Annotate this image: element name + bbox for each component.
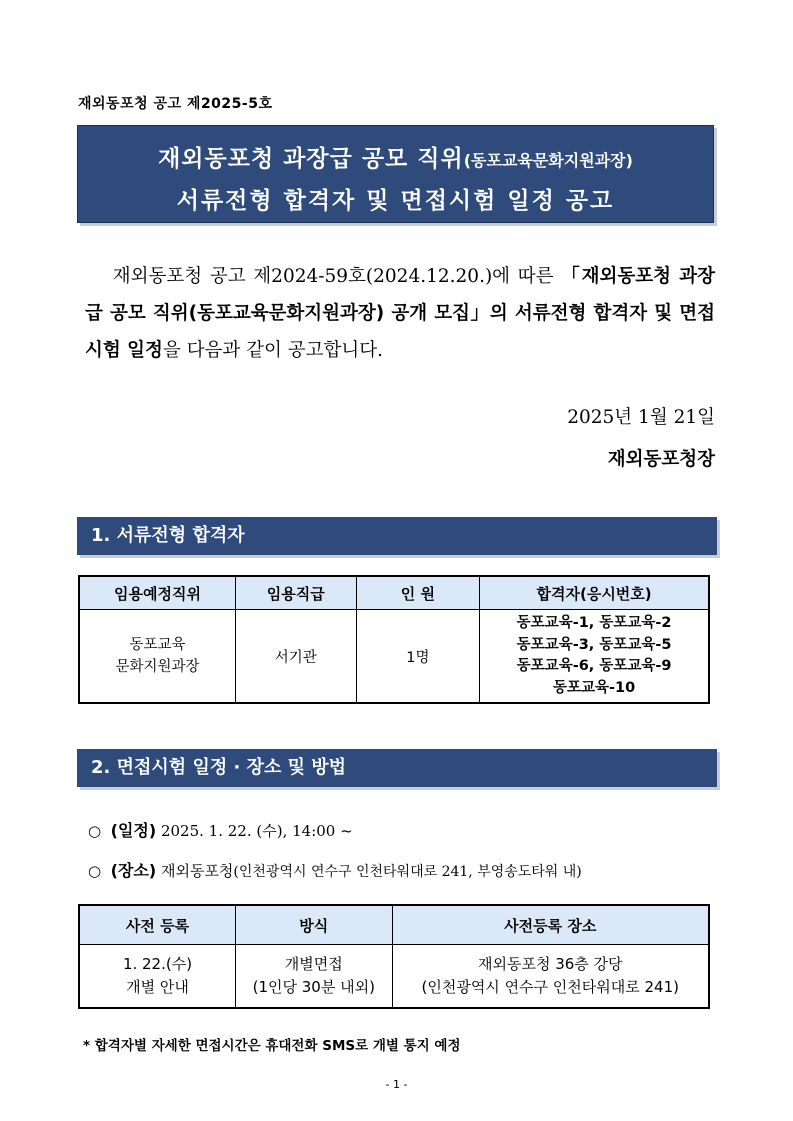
passer-line: 동포교육-10 bbox=[552, 679, 636, 696]
col-header-position: 임용예정직위 bbox=[79, 576, 235, 610]
table-row bbox=[79, 945, 709, 1009]
table-header-row bbox=[79, 576, 709, 610]
passer-line: 동포교육-1, 동포교육-2 bbox=[516, 615, 672, 631]
method-type: 개별면접 bbox=[284, 955, 343, 973]
col-header-count: 인 원 bbox=[356, 576, 480, 610]
registration-date: 1. 22.(수) bbox=[122, 955, 193, 973]
registration-note: 개별 안내 bbox=[126, 978, 189, 996]
col-header-registration: 사전 등록 bbox=[79, 905, 236, 945]
body-paragraph bbox=[85, 258, 715, 369]
body-part-2-bold: 「재외동포청 과장급 공모 직위(동포교육문화지원과장) 공개 모집」의 서류전형 합격자 및 면접시험 일정 bbox=[85, 266, 715, 361]
title-main: 재외동포청 과장급 공모 직위 bbox=[158, 146, 464, 172]
bullet-location bbox=[88, 858, 582, 881]
cell-position bbox=[79, 610, 235, 704]
footnote: * 합격자별 자세한 면접시간은 휴대전화 SMS로 개별 통지 예정 bbox=[83, 1038, 461, 1054]
passers-table bbox=[78, 575, 710, 704]
bullet-key: (일정) bbox=[110, 821, 157, 840]
col-header-passers: 합격자(응시번호) bbox=[480, 576, 709, 610]
place-name: 재외동포청 36층 강당 bbox=[477, 955, 623, 973]
section-1-header: 1. 서류전형 합격자 bbox=[77, 517, 717, 555]
passer-line: 동포교육-6, 동포교육-9 bbox=[516, 658, 672, 674]
cell-place bbox=[392, 945, 709, 1009]
cell-grade: 서기관 bbox=[235, 610, 356, 704]
section-2-header: 2. 면접시험 일정 · 장소 및 방법 bbox=[77, 749, 717, 787]
col-header-place: 사전등록 장소 bbox=[392, 905, 709, 945]
method-duration: (1인당 30분 내외) bbox=[252, 978, 375, 996]
bullet-key: (장소) bbox=[110, 861, 157, 880]
title-line-1 bbox=[78, 140, 713, 173]
col-header-method: 방식 bbox=[236, 905, 393, 945]
col-header-grade: 임용직급 bbox=[235, 576, 356, 610]
bullet-value-detail: (인천광역시 연수구 인천타워대로 241, 부영송도타워 내) bbox=[233, 864, 582, 880]
place-address: (인천광역시 연수구 인천타워대로 241) bbox=[421, 978, 680, 996]
interview-table bbox=[78, 904, 710, 1009]
title-line-2: 서류전형 합격자 및 면접시험 일정 공고 bbox=[176, 188, 615, 214]
table-row bbox=[79, 610, 709, 704]
body-part-3: 을 다음과 같이 공고합니다. bbox=[162, 340, 384, 361]
cell-passers bbox=[480, 610, 709, 704]
title-box bbox=[77, 125, 714, 223]
page-number: - 1 - bbox=[385, 1078, 408, 1091]
bullet-symbol: ○ bbox=[88, 822, 102, 840]
issuer: 재외동포청장 bbox=[607, 449, 715, 470]
bullet-schedule bbox=[88, 818, 353, 841]
bullet-symbol: ○ bbox=[88, 862, 102, 880]
notice-number: 재외동포청 공고 제2025-5호 bbox=[78, 96, 273, 112]
body-part-1: 재외동포청 공고 제2024-59호(2024.12.20.)에 따른 bbox=[112, 266, 562, 287]
bullet-value: 2025. 1. 22. (수), 14:00 ~ bbox=[160, 822, 353, 840]
position-line-2: 문화지원과장 bbox=[115, 659, 200, 675]
cell-registration bbox=[79, 945, 236, 1009]
bullet-value: 재외동포청 bbox=[160, 862, 234, 880]
title-sub: (동포교육문화지원과장) bbox=[463, 151, 633, 170]
position-line-1: 동포교육 bbox=[129, 637, 186, 653]
table-header-row bbox=[79, 905, 709, 945]
passer-line: 동포교육-3, 동포교육-5 bbox=[516, 636, 672, 653]
cell-method bbox=[236, 945, 393, 1009]
notice-date: 2025년 1월 21일 bbox=[567, 407, 715, 428]
cell-count: 1명 bbox=[356, 610, 480, 704]
